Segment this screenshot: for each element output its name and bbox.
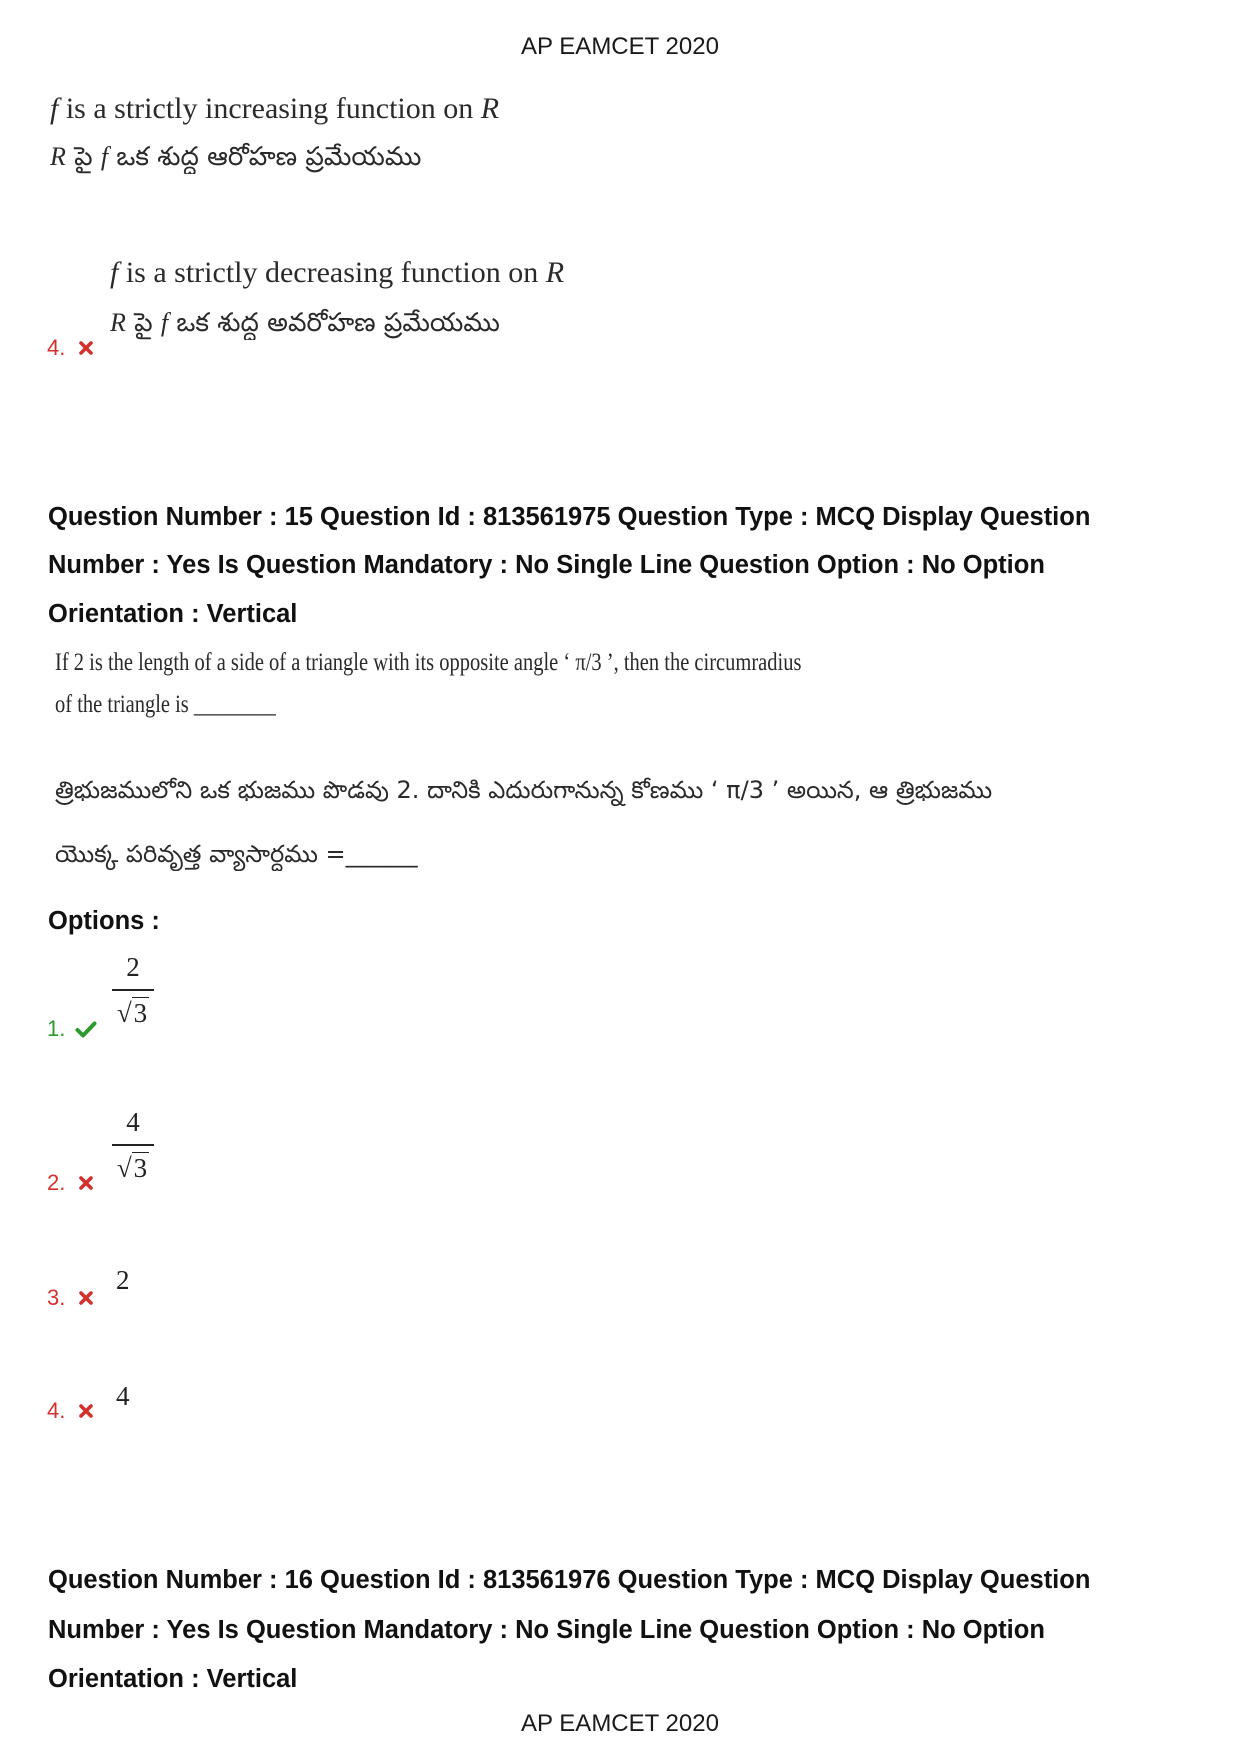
statement-text: పై: [65, 142, 101, 172]
statement-text: పై: [125, 308, 161, 338]
cross-icon: [79, 341, 93, 355]
question-meta-line: Orientation : Vertical: [48, 600, 298, 628]
variable-f: f: [100, 142, 109, 171]
statement-text: is a strictly increasing function on: [58, 92, 481, 125]
option-number: 1.: [47, 1016, 66, 1041]
question-meta-line: Question Number : 16 Question Id : 813561976 Question Type : MCQ Display Question: [48, 1566, 1091, 1594]
option-number: 3.: [47, 1285, 66, 1310]
cross-icon: [79, 1404, 93, 1418]
fraction-denominator: [112, 1152, 154, 1184]
question-meta-line: Number : Yes Is Question Mandatory : No Single Line Question Option : No Option: [48, 1616, 1045, 1644]
page-header: AP EAMCET 2020: [521, 33, 719, 60]
option-1-label: [47, 1015, 97, 1043]
check-icon: [75, 1021, 97, 1038]
radical-sign: √: [116, 998, 132, 1028]
question-meta-line: Number : Yes Is Question Mandatory : No Single Line Question Option : No Option: [48, 551, 1045, 579]
statement-text: ఒక శుద్ధ అవరోహణ ప్రమేయము: [168, 308, 500, 338]
options-heading: Options :: [48, 907, 160, 935]
variable-r: R: [545, 256, 565, 289]
statement-text: ఒక శుద్ధ ఆరోహణ ప్రమేయము: [108, 142, 422, 172]
variable-f: f: [110, 256, 119, 289]
variable-r: R: [50, 142, 66, 171]
option-4-label: [47, 1397, 93, 1425]
question-meta-line: Question Number : 15 Question Id : 813561975 Question Type : MCQ Display Question: [48, 503, 1091, 531]
cross-icon: [79, 1291, 93, 1305]
option-3-label: [47, 1284, 93, 1312]
cross-icon: [79, 1176, 93, 1190]
option-1-fraction: [112, 952, 154, 1029]
question-text-te-line: యొక్క పరివృత్త వ్యాసార్ధము =______: [55, 840, 418, 868]
question-text-en-line: If 2 is the length of a side of a triangle with its opposite angle ‘ π/3 ’, then the circumradius: [55, 649, 802, 676]
option-statement-te: [50, 140, 421, 174]
option-number: 4.: [47, 1398, 66, 1423]
variable-f: f: [160, 308, 169, 337]
option-4-label: [47, 334, 93, 362]
option-4-statement-te: [110, 306, 500, 340]
option-3-value: 2: [116, 1265, 130, 1295]
option-4-value: 4: [116, 1381, 130, 1411]
option-number: 4.: [47, 335, 66, 360]
question-text-te-line: త్రిభుజములోని ఒక భుజము పొడవు 2. దానికి ఎదురుగానున్న కోణము ‘ π/3 ’ అయిన, ఆ త్రిభుజము: [55, 776, 993, 804]
variable-r: R: [480, 92, 500, 125]
option-2-label: [47, 1169, 93, 1197]
fraction-numerator: 4: [126, 1107, 140, 1137]
fraction-numerator: 2: [126, 952, 140, 982]
option-4-statement-en: [110, 256, 564, 290]
option-2-fraction: [112, 1107, 154, 1184]
statement-text: is a strictly decreasing function on: [118, 256, 546, 289]
option-number: 2.: [47, 1170, 66, 1195]
option-statement-en: [50, 92, 499, 126]
radical-sign: √: [116, 1153, 132, 1183]
variable-f: f: [50, 92, 59, 125]
radicand: 3: [133, 998, 148, 1028]
fraction-bar: [112, 1144, 154, 1146]
question-meta-line: Orientation : Vertical: [48, 1665, 298, 1693]
fraction-bar: [112, 989, 154, 991]
variable-r: R: [110, 308, 126, 337]
question-text-en-line: of the triangle is ________: [55, 691, 276, 718]
fraction-denominator: [112, 997, 154, 1029]
page-footer: AP EAMCET 2020: [521, 1710, 719, 1737]
radicand: 3: [133, 1153, 148, 1183]
